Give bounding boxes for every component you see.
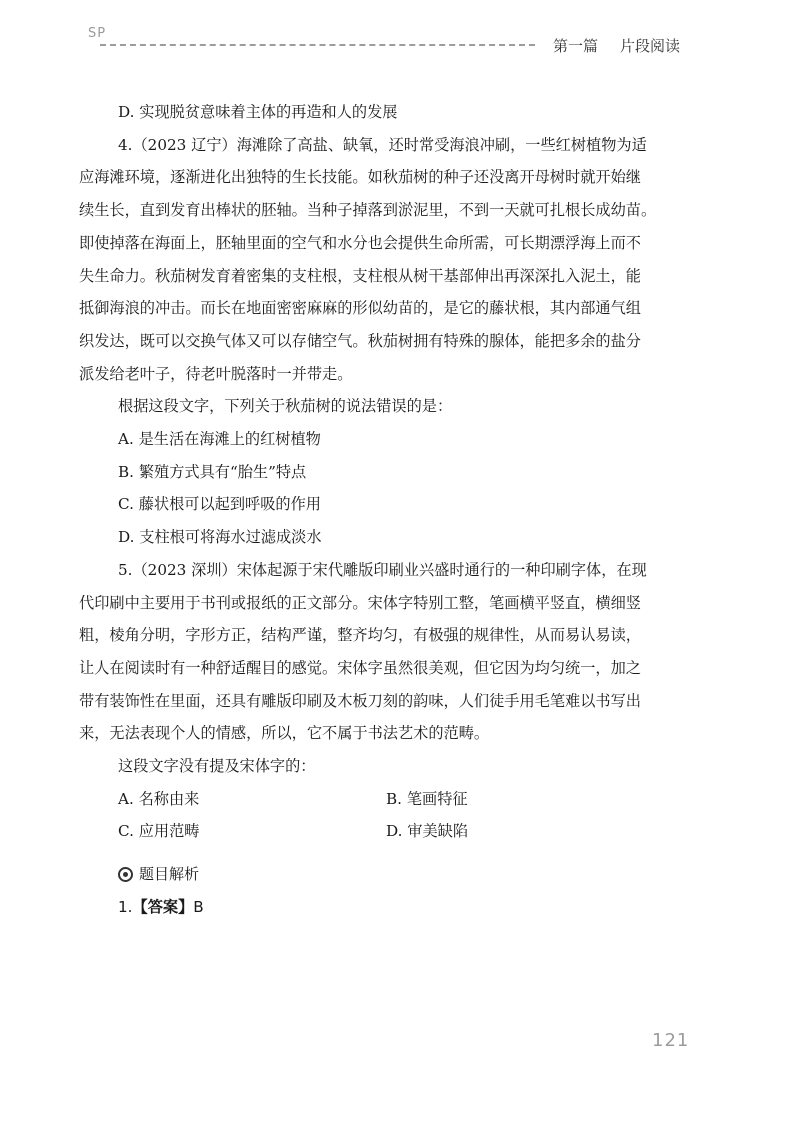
q5-line: 5.（2023 深圳）宋体起源于宋代雕版印刷业兴盛时通行的一种印刷字体，在现 [118,560,647,579]
q4-line: 失生命力。秋茄树发育着密集的支柱根，支柱根从树干基部伸出再深深扎入泥土，能 [79,266,641,285]
q5-option-b: B. 笔画特征 [386,789,468,808]
q5-option-c: C. 应用范畴 [118,822,200,841]
q5-line: 来，无法表现个人的情感，所以，它不属于书法艺术的范畴。 [79,724,490,743]
q5-options-row [118,783,688,816]
q4-prompt: 根据这段文字，下列关于秋茄树的说法错误的是： [118,397,453,416]
answer-number: 1. [118,897,133,916]
page-body [79,96,688,924]
page-number: 121 [652,1030,690,1051]
analysis-heading-text: 题目解析 [139,865,200,884]
q4-line: 即使掉落在海面上，胚轴里面的空气和水分也会提供生命所需，可长期漂浮海上而不 [79,233,641,252]
q5-line: 代印刷中主要用于书刊或报纸的正文部分。宋体字特别工整，笔画横平竖直，横细竖 [79,593,641,612]
question-4 [79,129,688,554]
q5-prompt: 这段文字没有提及宋体字的： [118,757,316,776]
q4-line: 应海滩环境，逐渐进化出独特的生长技能。如秋茄树的种子还没离开母树时就开始继 [79,168,641,187]
q5-line: 粗，棱角分明，字形方正，结构严谨，整齐均匀，有极强的规律性，从而易认易读， [79,626,641,645]
q4-line: 派发给老叶子，待老叶脱落时一并带走。 [79,364,353,383]
q4-line: 织发达，既可以交换气体又可以存储空气。秋茄树拥有特殊的腺体，能把多余的盐分 [79,331,641,350]
q4-option-d: D. 支柱根可将海水过滤成淡水 [118,528,322,547]
q4-option-b: B. 繁殖方式具有“胎生”特点 [118,462,307,481]
gear-icon [118,867,133,882]
q5-line: 带有装饰性在里面，还具有雕版印刷及木板刀刻的韵味，人们徒手用毛笔难以书写出 [79,691,641,710]
section-label: 片段阅读 [620,37,681,55]
q5-option-d: D. 审美缺陷 [386,822,469,841]
running-header [553,35,680,56]
q4-option-c: C. 藤状根可以起到呼吸的作用 [118,495,321,514]
header-rule [100,44,535,46]
publisher-logo: SP [88,26,107,41]
q4-line: 4.（2023 辽宁）海滩除了高盐、缺氧，还时常受海浪冲刷，一些红树植物为适 [118,135,647,154]
question-5 [79,554,688,848]
answer-line [118,891,688,924]
q5-line: 让人在阅读时有一种舒适醒目的感觉。宋体字虽然很美观，但它因为均匀统一，加之 [79,658,641,677]
q5-options-row [118,815,688,848]
chapter-label: 第一篇 [553,37,599,55]
prev-option-d: D. 实现脱贫意味着主体的再造和人的发展 [118,103,398,121]
analysis-heading [118,858,688,891]
answer-value: B [193,897,204,916]
q4-line: 抵御海浪的冲击。而长在地面密密麻麻的形似幼苗的，是它的藤状根，其内部通气组 [79,299,641,318]
answer-label: 【答案】 [132,897,194,916]
q5-option-a: A. 名称由来 [118,789,200,808]
q4-option-a: A. 是生活在海滩上的红树植物 [118,430,321,449]
q4-line: 续生长，直到发育出棒状的胚轴。当种子掉落到淤泥里，不到一天就可扎根长成幼苗。 [79,201,657,220]
